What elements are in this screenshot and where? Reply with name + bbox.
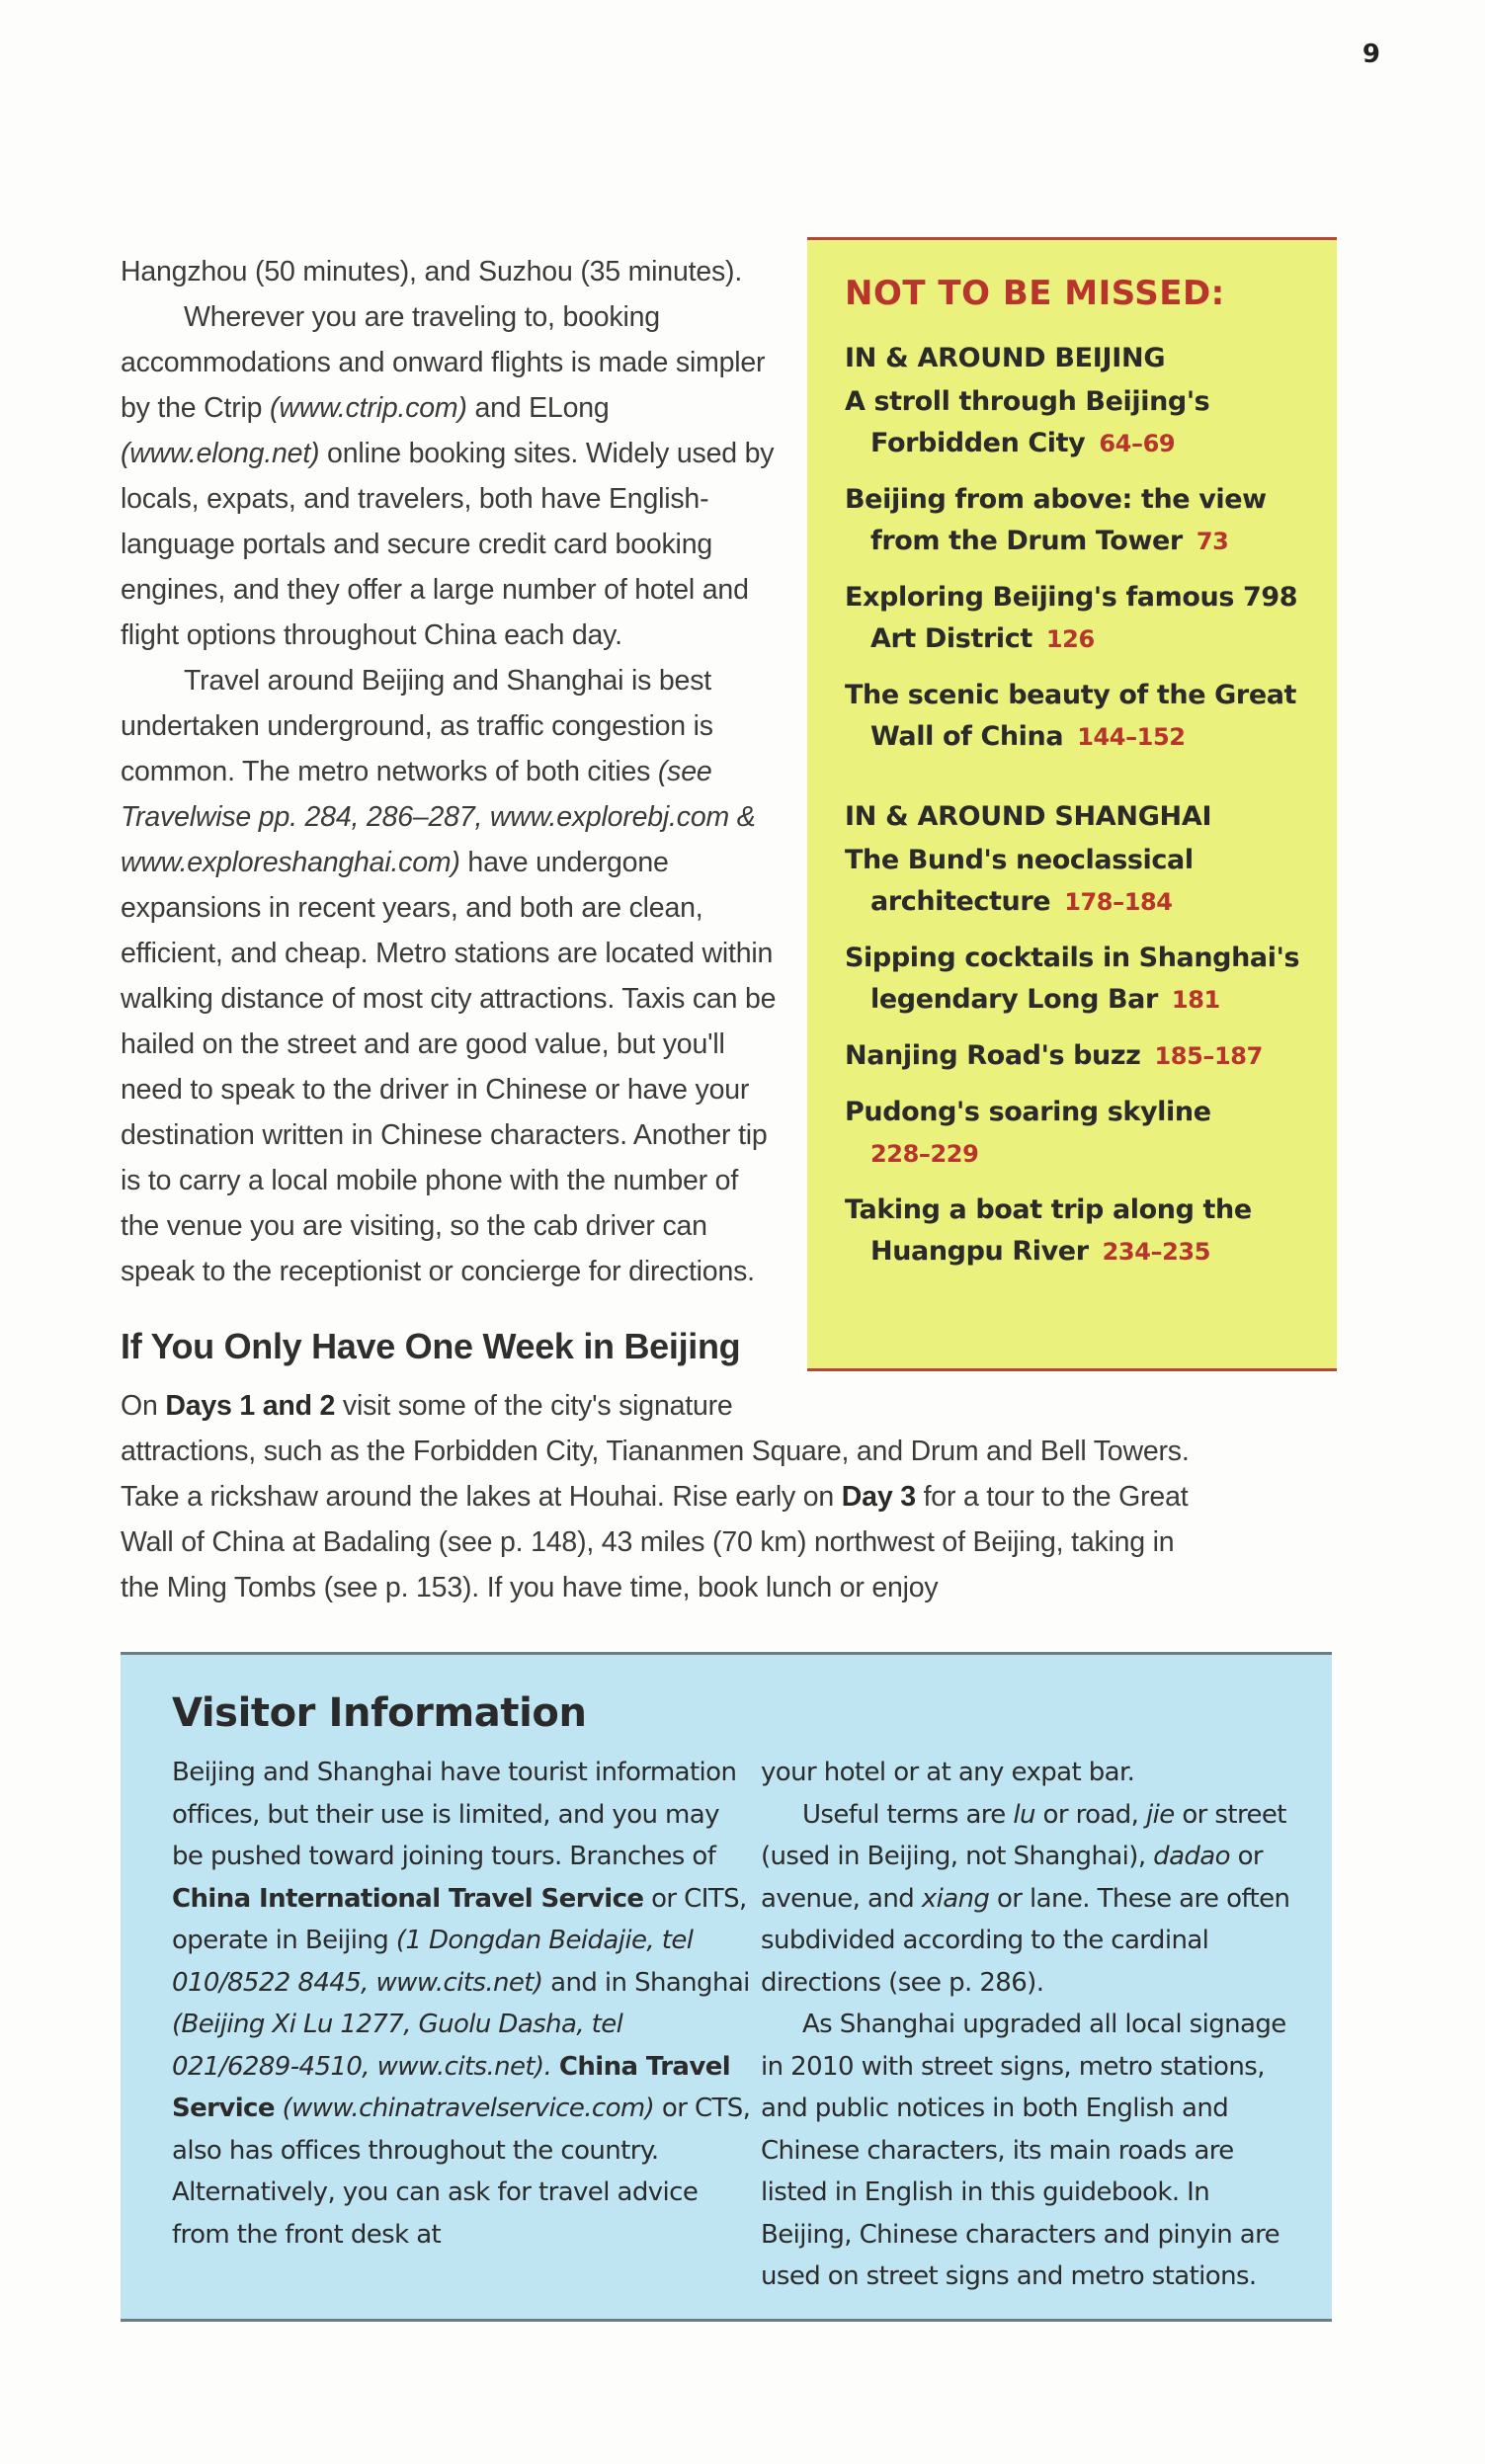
item-text: Exploring Beijing's famous 798 Art District (845, 582, 1298, 654)
list-item (845, 938, 1301, 1021)
text-run: Wherever you are traveling to, booking accommodations and onward flights is made simpler by the Ctrip (121, 301, 766, 424)
visitor-paragraph-terms (761, 1794, 1294, 2005)
text-run: or avenue, and (761, 1842, 1264, 1914)
region-heading-beijing: IN & AROUND BEIJING (845, 343, 1166, 373)
text-run: visit some of the city's signature (335, 1390, 733, 1422)
item-pages: 64–69 (1099, 430, 1176, 457)
visitor-column-right (761, 1752, 1294, 2298)
term-xiang: xiang (921, 1883, 990, 1914)
not-to-be-missed-box (807, 237, 1337, 1371)
item-text: Nanjing Road's buzz (845, 1040, 1141, 1071)
list-item (845, 381, 1301, 464)
visitor-column-left (172, 1752, 755, 2256)
text-run: online booking sites. Widely used by locals, expats, and travelers, both have English-language portals and secure credit card booking engines, and they offer a large number of hotel and flight options throughout China each day. (121, 438, 775, 651)
visitor-paragraph: your hotel or at any expat bar. (761, 1758, 1135, 1787)
text-run: have undergone expansions in recent years, and both are clean, efficient, and cheap. Metro stations are located within walking distance of most city attractions. Taxis can be hailed on the street and are good value, but you'll need to speak to the driver in Chinese or have your destination written in Chinese characters. Another tip is to carry a local mobile phone with the number of the venue you are visiting, so the cab driver can speak to the receptionist or concierge for directions. (121, 847, 777, 1287)
one-week-heading: If You Only Have One Week in Beijing (121, 1326, 741, 1366)
list-item (845, 840, 1301, 923)
text-run: for a tour to the Great Wall of China at Badaling (see p. 148), 43 miles (70 km) northwest of Beijing, taking in the Ming Tombs (see p. 153). If you have time, book lunch or enjoy (121, 1481, 1189, 1603)
one-week-paragraph (121, 1383, 1217, 1610)
paragraph-continuation: Hangzhou (50 minutes), and Suzhou (35 minutes). (121, 256, 743, 287)
item-pages: 228–229 (870, 1140, 979, 1168)
region-heading-shanghai: IN & AROUND SHANGHAI (845, 801, 1212, 832)
item-text: Sipping cocktails in Shanghai's legendary Long Bar (845, 943, 1300, 1015)
not-to-be-missed-title: NOT TO BE MISSED: (845, 274, 1225, 313)
item-pages: 185–187 (1154, 1042, 1263, 1070)
text-run: Beijing and Shanghai have tourist information offices, but their use is limited, and you may be pushed toward joining tours. Branches of (172, 1758, 737, 1871)
list-item (845, 479, 1301, 562)
paragraph-transport (121, 658, 783, 1294)
item-text: A stroll through Beijing's Forbidden City (845, 386, 1210, 458)
item-text: Beijing from above: the view from the Drum Tower (845, 484, 1267, 556)
main-text-column (121, 249, 783, 1294)
text-run: On (121, 1390, 166, 1422)
text-run: or street (used in Beijing, not Shanghai), (761, 1799, 1286, 1871)
list-item (845, 577, 1301, 660)
page-number: 9 (1361, 40, 1380, 69)
item-pages: 234–235 (1102, 1238, 1211, 1266)
item-pages: 144–152 (1077, 723, 1186, 751)
list-item (845, 1035, 1301, 1077)
list-item (845, 1092, 1301, 1175)
text-run: and ELong (466, 392, 610, 424)
text-run: or road, (1034, 1799, 1147, 1830)
text-run: Useful terms are (802, 1799, 1014, 1830)
days-1-2-bold: Days 1 and 2 (165, 1390, 336, 1422)
cits-shanghai-address: (Beijing Xi Lu 1277, Guolu Dasha, tel 021/6289-4510, www.cits.net). (172, 2010, 623, 2082)
list-item (845, 1190, 1301, 1273)
item-pages: 178–184 (1064, 888, 1173, 916)
cits-name: China International Travel Service (172, 1883, 644, 1914)
item-text: Taking a boat trip along the Huangpu River (845, 1194, 1252, 1267)
item-text: The scenic beauty of the Great Wall of China (845, 680, 1297, 752)
shanghai-list (845, 840, 1301, 1273)
visitor-paragraph (172, 1752, 755, 2256)
beijing-list (845, 381, 1301, 758)
item-pages: 181 (1171, 986, 1220, 1014)
one-week-first-line (121, 1383, 753, 1429)
item-pages: 126 (1045, 625, 1095, 653)
cts-name: China Travel Service (172, 2051, 731, 2123)
list-item (845, 675, 1301, 758)
term-jie: jie (1146, 1799, 1175, 1830)
text-run: or CTS, also has offices throughout the country. Alternatively, you can ask for travel advice from the front desk at (172, 2094, 751, 2250)
paragraph-booking (121, 294, 783, 658)
day-3-bold: Day 3 (841, 1481, 916, 1513)
item-text: Pudong's soaring skyline (845, 1097, 1211, 1127)
visitor-information-title: Visitor Information (172, 1690, 587, 1736)
visitor-paragraph-signage: As Shanghai upgraded all local signage in 2010 with street signs, metro stations, and public notices in both English and Chinese characters, its main roads are listed in English in this guidebook. In Beijing, Chinese characters and pinyin are used on street signs and metro stations. (761, 2010, 1286, 2291)
visitor-information-box (121, 1652, 1332, 2322)
item-pages: 73 (1196, 528, 1229, 555)
text-run: and in Shanghai (542, 1967, 750, 1998)
text-run: or lane. These are often subdivided according to the cardinal directions (see p. 286). (761, 1883, 1290, 1998)
travelwise-reference: (see Travelwise pp. 284, 286–287, www.explorebj.com & www.exploreshanghai.com) (121, 756, 756, 878)
one-week-text (121, 1383, 1217, 1610)
text-run: or CITS, operate in Beijing (172, 1883, 747, 1955)
term-lu: lu (1013, 1799, 1035, 1830)
term-dadao: dadao (1153, 1842, 1230, 1871)
text-run: Travel around Beijing and Shanghai is best undertaken underground, as traffic congestion is common. The metro networks of both cities (121, 665, 713, 787)
elong-url: (www.elong.net) (121, 438, 320, 469)
ctrip-url: (www.ctrip.com) (270, 392, 467, 424)
cts-url: (www.chinatravelservice.com) (282, 2094, 655, 2123)
item-text: The Bund's neoclassical architecture (845, 845, 1194, 917)
cits-beijing-address: (1 Dongdan Beidajie, tel 010/8522 8445, www.cits.net) (172, 1926, 694, 1998)
text-run: attractions, such as the Forbidden City, Tiananmen Square, and Drum and Bell Towers. Take a rickshaw around the lakes at Houhai. Rise early on (121, 1436, 1190, 1513)
